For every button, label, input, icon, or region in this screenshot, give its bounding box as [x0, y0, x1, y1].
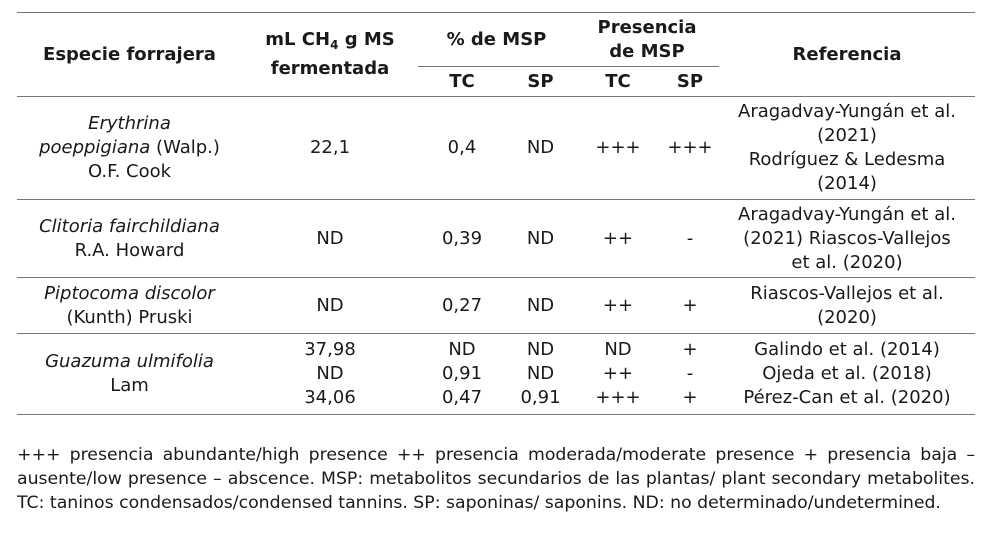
- species-cell: Clitoria fairchildiana R.A. Howard: [39, 215, 220, 261]
- methane-cell: 37,98 ND 34,06: [304, 339, 356, 408]
- header-methane: mL $CH_4$ g MS fermentada: [242, 13, 418, 97]
- presence-tc-cell: +++: [595, 137, 641, 158]
- table-row: [17, 97, 975, 200]
- pct-sp-cell: ND: [526, 137, 555, 158]
- pct-tc-cell: 0,39: [441, 227, 483, 249]
- species-cell: Guazuma ulmifolia Lam: [45, 351, 214, 396]
- header-pct-msp: % de MSP: [418, 13, 575, 67]
- presence-tc-cell: ++: [602, 294, 634, 316]
- table-row: [17, 334, 975, 415]
- pct-tc-cell: 0,27: [441, 294, 483, 316]
- header-species: Especie forrajera: [17, 13, 242, 97]
- header-reference: Referencia: [719, 13, 975, 97]
- table-row: [17, 278, 975, 334]
- reference-cell: Aragadvay-Yungán et al. (2021) Rodríguez & Ledesma (2014): [738, 101, 956, 194]
- header-presence-tc: TC: [605, 70, 631, 92]
- presence-sp-cell: +++: [667, 137, 713, 158]
- pct-tc-cell: ND 0,91 0,47: [441, 339, 483, 408]
- reference-cell: Galindo et al. (2014) Ojeda et al. (2018) Pérez-Can et al. (2020): [743, 339, 951, 408]
- presence-sp-cell: + - +: [682, 339, 698, 408]
- table-footnote: +++ presencia abundante/high presence ++ presencia moderada/moderate presence + presencia baja – ausente/low presence – abscence. MSP: metabolitos secundarios de las plantas/ plant secondary metabolites. TC: taninos condensados/condensed tannins. SP: saponinas/ saponins. ND: no determinado/undetermined.: [17, 445, 975, 514]
- species-cell: Piptocoma discolor (Kunth) Pruski: [44, 282, 215, 328]
- presence-tc-cell: ND ++ +++: [595, 339, 641, 408]
- pct-tc-cell: 0,4: [447, 137, 477, 158]
- header-presence-sp: SP: [676, 70, 704, 92]
- table-row: [17, 200, 975, 278]
- methane-cell: 22,1: [309, 137, 351, 158]
- pct-sp-cell: ND: [526, 227, 555, 249]
- header-presence-msp: Presencia de MSP: [575, 13, 719, 67]
- methane-cell: ND: [316, 294, 344, 316]
- forage-species-table: [17, 12, 975, 415]
- header-pct-tc: TC: [449, 70, 475, 92]
- header-pct-sp: SP: [527, 70, 554, 92]
- presence-sp-cell: +: [682, 294, 698, 316]
- reference-cell: Riascos-Vallejos et al. (2020): [750, 282, 944, 328]
- pct-sp-cell: ND: [526, 294, 555, 316]
- reference-cell: Aragadvay-Yungán et al. (2021) Riascos-Vallejos et al. (2020): [738, 203, 956, 273]
- presence-tc-cell: ++: [602, 227, 634, 249]
- methane-cell: ND: [316, 227, 344, 249]
- pct-sp-cell: ND ND 0,91: [520, 339, 561, 408]
- presence-sp-cell: -: [686, 227, 694, 249]
- species-cell: Erythrina poeppigiana (Walp.) O.F. Cook: [39, 113, 220, 182]
- header-row-1: [17, 13, 975, 67]
